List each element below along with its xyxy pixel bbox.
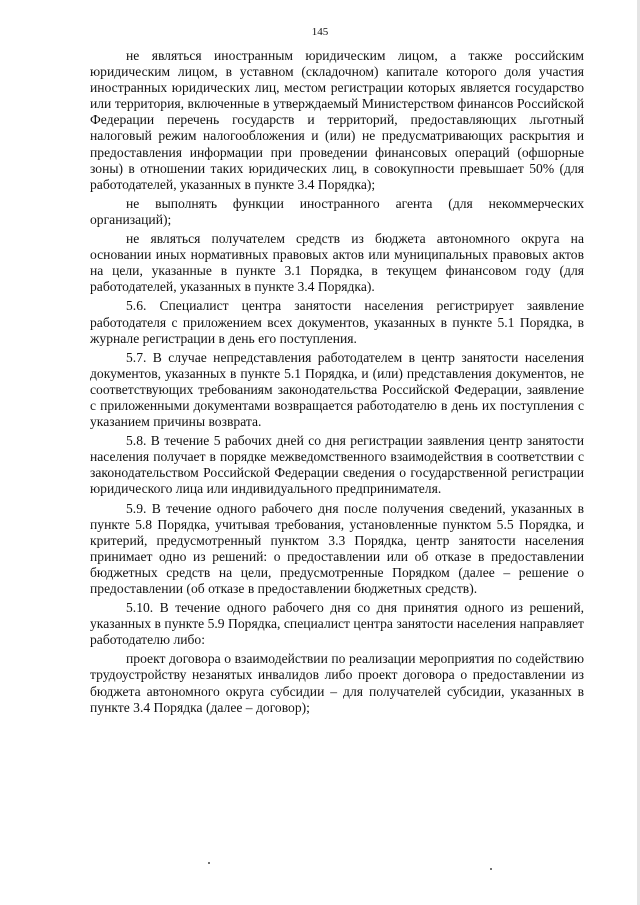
paragraph-foreign-agent: не выполнять функции иностранного агента (для некоммерческих организаций);	[90, 195, 584, 227]
paragraph-5-10: 5.10. В течение одного рабочего дня со дня принятия одного из решений, указанных в пункте 5.9 Порядка, специалист центра занятости населения направляет работодателю либо:	[90, 600, 584, 648]
paragraph-5-9: 5.9. В течение одного рабочего дня после получения сведений, указанных в пункте 5.8 Порядка, учитывая требования, установленные пунктом 5.5 Порядка, и критерий, предусмотренный пунктом 3.3 Порядка, центр занятости населения принимает одно из решений: о предоставлении или об отказе в предоставлении бюджетных средств на цели, предусмотренные Порядком (далее – решение о предоставлении (об отказе в предоставлении бюджетных средств).	[90, 500, 584, 596]
paragraph-budget-funds: не являться получателем средств из бюджета автономного округа на основании иных нормативных правовых актов или муниципальных правовых актов на цели, указанные в пункте 3.1 Порядка, в текущем финансовом году (для работодателей, указанных в пункте 3.4 Порядка).	[90, 231, 584, 295]
paragraph-draft-agreement: проект договора о взаимодействии по реализации мероприятия по содействию трудоустройству незанятых инвалидов либо проект договора о предоставлении из бюджета автономного округа субсидии – для получателей субсидии, указанных в пункте 3.4 Порядка (далее – договор);	[90, 651, 584, 715]
paragraph-5-7: 5.7. В случае непредставления работодателем в центр занятости населения документов, указанных в пункте 5.1 Порядка, и (или) представления документов, не соответствующих требованиям законодательства Российской Федерации, заявление с приложенными документами возвращается работодателю в день их поступления с указанием причины возврата.	[90, 349, 584, 430]
paragraph-5-8: 5.8. В течение 5 рабочих дней со дня регистрации заявления центр занятости населения получает в порядке межведомственного взаимодействия в соответствии с законодательством Российской Федерации сведения о государственной регистрации юридического лица или индивидуального предпринимателя.	[90, 433, 584, 497]
document-body	[90, 48, 584, 719]
scan-speck	[490, 868, 492, 870]
page-number: 145	[311, 26, 329, 38]
paragraph-offshore-condition: не являться иностранным юридическим лицом, а также российским юридическим лицом, в уставном (складочном) капитале которого доля участия иностранных юридических лиц, местом регистрации которых является государство или территория, включенные в утверждаемый Министерством финансов Российской Федерации перечень государств и территорий, предоставляющих льготный налоговый режим налогообложения и (или) не предусматривающих раскрытия и предоставления информации при проведении финансовых операций (офшорные зоны) в отношении таких юридических лиц, в совокупности превышает 50% (для работодателей, указанных в пункте 3.4 Порядка);	[90, 48, 584, 192]
scan-speck	[208, 862, 210, 864]
paragraph-5-6: 5.6. Специалист центра занятости населения регистрирует заявление работодателя с приложением всех документов, указанных в пункте 5.1 Порядка, в журнале регистрации в день его поступления.	[90, 298, 584, 346]
